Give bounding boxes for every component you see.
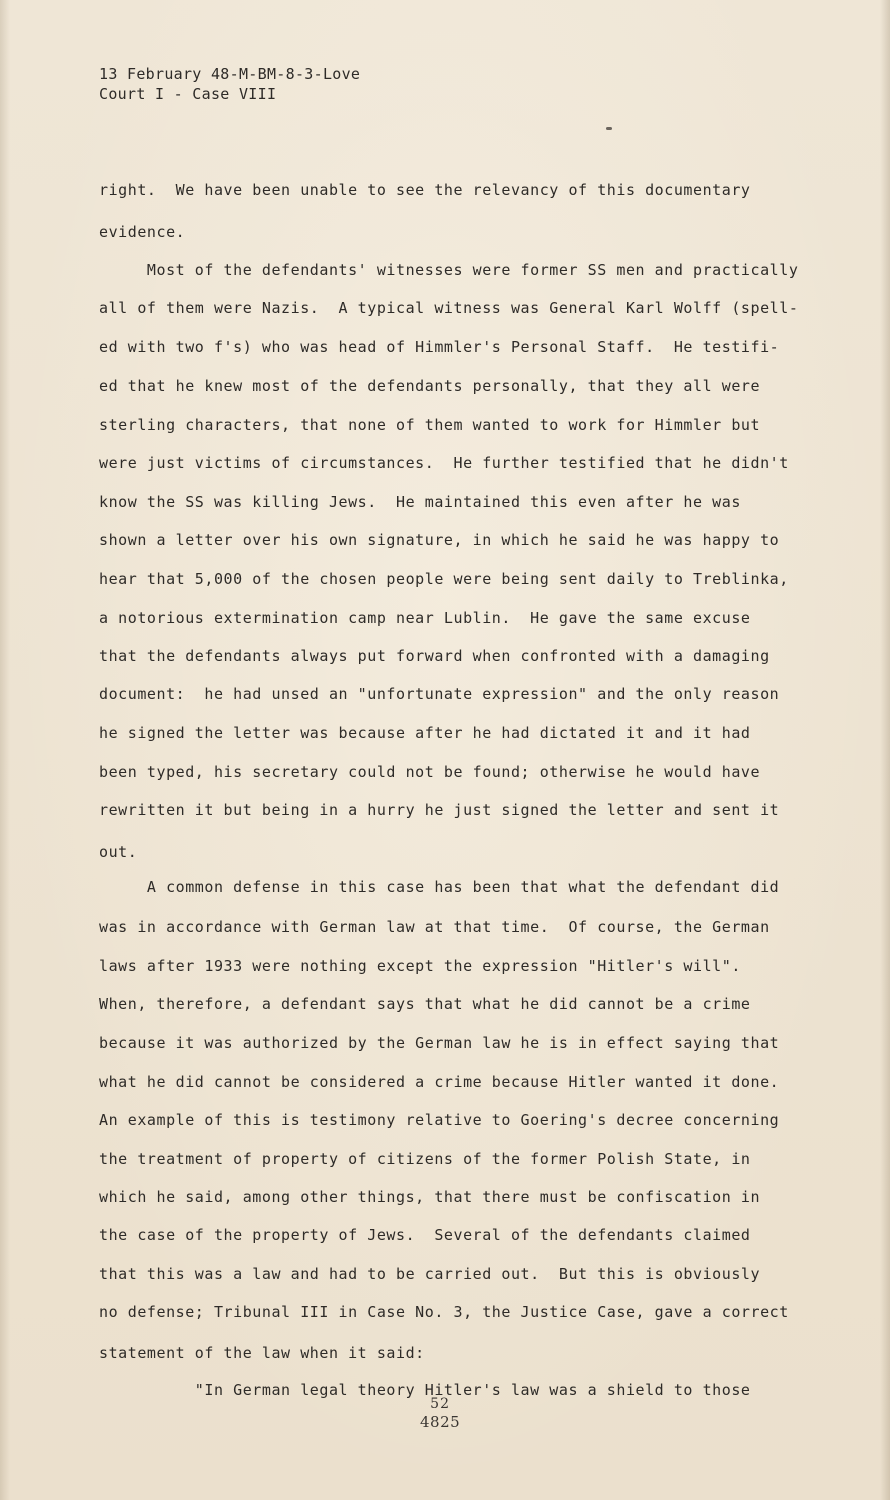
body-line: been typed, his secretary could not be found; otherwise he would have (99, 763, 761, 781)
body-line: evidence. (99, 223, 186, 241)
body-line: right. We have been unable to see the relevancy of this documentary (99, 181, 751, 199)
body-line: know the SS was killing Jews. He maintained this even after he was (99, 493, 741, 511)
body-line: all of them were Nazis. A typical witness was General Karl Wolff (spell- (99, 299, 799, 317)
body-line: the case of the property of Jews. Several of the defendants claimed (99, 1226, 751, 1244)
folio-page-number: 4825 (420, 1413, 461, 1431)
body-line: what he did cannot be considered a crime because Hitler wanted it done. (99, 1073, 780, 1091)
body-line: he signed the letter was because after he had dictated it and it had (99, 724, 751, 742)
body-line: statement of the law when it said: (99, 1344, 425, 1362)
body-line: shown a letter over his own signature, in which he said he was happy to (99, 531, 780, 549)
body-line: ed that he knew most of the defendants personally, that they all were (99, 377, 761, 395)
page-edge-shadow-right (880, 0, 890, 1500)
body-line: An example of this is testimony relative to Goering's decree concerning (99, 1111, 780, 1129)
page-edge-shadow-left (0, 0, 10, 1500)
transcript-header (99, 64, 360, 104)
body-line: ed with two f's) who was head of Himmler's Personal Staff. He testifi- (99, 338, 780, 356)
folio-mark: 52 (430, 1396, 450, 1412)
body-line: A common defense in this case has been that what the defendant did (99, 878, 780, 896)
body-line: sterling characters, that none of them wanted to work for Himmler but (99, 416, 761, 434)
page-folio (420, 1395, 460, 1431)
body-line: were just victims of circumstances. He further testified that he didn't (99, 454, 789, 472)
body-line: a notorious extermination camp near Lublin. He gave the same excuse (99, 609, 751, 627)
ink-speck (606, 127, 612, 130)
body-line: hear that 5,000 of the chosen people were being sent daily to Treblinka, (99, 570, 789, 588)
body-line: which he said, among other things, that there must be confiscation in (99, 1188, 761, 1206)
body-line: that the defendants always put forward when confronted with a damaging (99, 647, 770, 665)
body-line: that this was a law and had to be carried out. But this is obviously (99, 1265, 761, 1283)
body-line: no defense; Tribunal III in Case No. 3, the Justice Case, gave a correct (99, 1303, 789, 1321)
body-line: When, therefore, a defendant says that what he did cannot be a crime (99, 995, 751, 1013)
body-line: was in accordance with German law at that time. Of course, the German (99, 918, 770, 936)
body-line: "In German legal theory Hitler's law was a shield to those (99, 1381, 751, 1399)
body-line: laws after 1933 were nothing except the expression "Hitler's will". (99, 957, 741, 975)
header-court-case: Court I - Case VIII (99, 85, 277, 103)
body-line: because it was authorized by the German law he is in effect saying that (99, 1034, 780, 1052)
body-line: rewritten it but being in a hurry he just signed the letter and sent it (99, 801, 780, 819)
body-line: out. (99, 843, 138, 861)
body-line: the treatment of property of citizens of the former Polish State, in (99, 1150, 751, 1168)
header-date-code: 13 February 48-M-BM-8-3-Love (99, 65, 361, 83)
body-line: document: he had unsed an "unfortunate expression" and the only reason (99, 685, 780, 703)
body-line: Most of the defendants' witnesses were former SS men and practically (99, 261, 799, 279)
